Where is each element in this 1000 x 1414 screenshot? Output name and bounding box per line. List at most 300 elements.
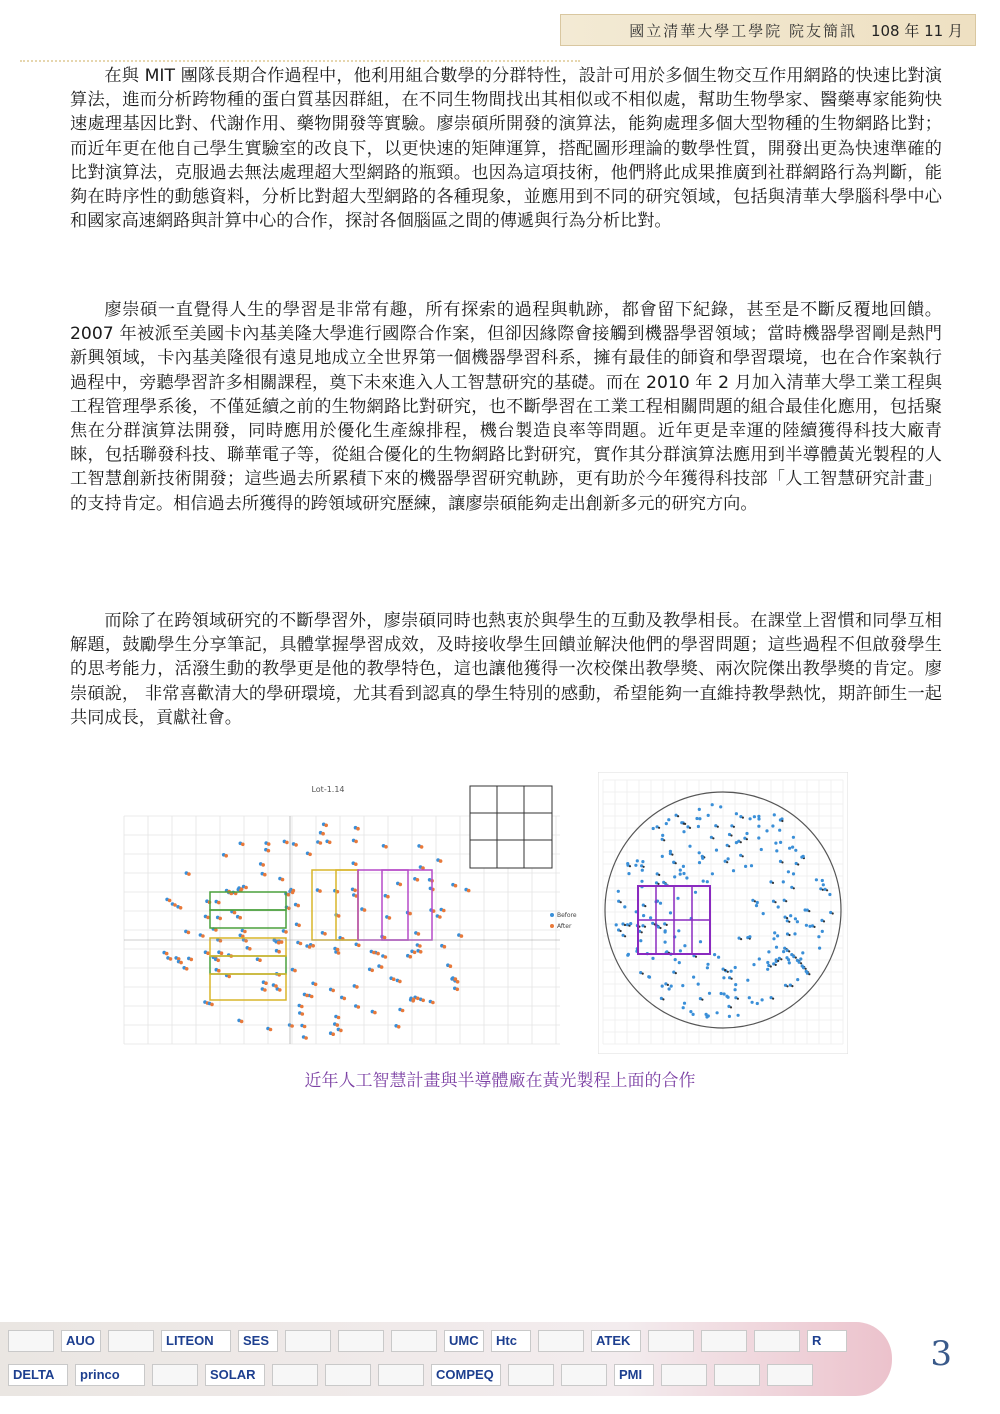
- wafer-point: [669, 911, 672, 914]
- wafer-point-dark: [620, 901, 622, 903]
- wafer-point: [673, 875, 676, 878]
- wafer-point-dark: [775, 964, 777, 966]
- wafer-point: [679, 869, 682, 872]
- wafer-point: [765, 829, 768, 832]
- sponsor-logo-4: [272, 1364, 318, 1386]
- wafer-point-dark: [730, 834, 732, 836]
- wafer-point-dark: [770, 965, 772, 967]
- scatter-point-after: [201, 934, 205, 938]
- sponsor-logo-11: [661, 1364, 707, 1386]
- scatter-point-after: [449, 964, 453, 968]
- scatter-point-after: [310, 995, 314, 999]
- wafer-circle-map: [598, 772, 848, 1054]
- wafer-point: [757, 825, 760, 828]
- wafer-point-dark: [826, 889, 828, 891]
- wafer-point: [773, 931, 776, 934]
- scatter-point-after: [408, 912, 412, 916]
- wafer-point-dark: [754, 900, 756, 902]
- wafer-point: [626, 954, 629, 957]
- wafer-point: [821, 930, 824, 933]
- scatter-point-after: [384, 845, 388, 849]
- scatter-point-after: [354, 840, 358, 844]
- wafer-point: [760, 848, 763, 851]
- wafer-point: [822, 883, 825, 886]
- scatter-point-after: [454, 977, 458, 981]
- wafer-point-dark: [740, 841, 742, 843]
- wafer-point: [749, 817, 752, 820]
- wafer-point-dark: [667, 984, 669, 986]
- wafer-point: [711, 803, 714, 806]
- wafer-point: [734, 966, 737, 969]
- scatter-point-after: [179, 906, 183, 910]
- sponsor-logo-9: Htc: [491, 1330, 531, 1352]
- scatter-point-after: [354, 862, 358, 866]
- wafer-point: [804, 908, 807, 911]
- wafer-point: [694, 891, 697, 894]
- wafer-point: [737, 1014, 740, 1017]
- scatter-point-after: [169, 957, 173, 961]
- scatter-point-after: [363, 908, 367, 912]
- header-divider: [20, 60, 580, 62]
- wafer-point: [642, 914, 645, 917]
- wafer-point-dark: [644, 905, 646, 907]
- scatter-point-after: [269, 1028, 273, 1032]
- scatter-point-after: [324, 824, 328, 828]
- wafer-point-dark: [666, 924, 668, 926]
- wafer-point-dark: [658, 874, 660, 876]
- wafer-point: [665, 822, 668, 825]
- scatter-point-after: [299, 942, 303, 946]
- sponsor-logo-9: [561, 1364, 607, 1386]
- scatter-point-after: [227, 975, 231, 979]
- scatter-point-after: [238, 916, 242, 920]
- scatter-point-after: [357, 1005, 361, 1009]
- scatter-point-after: [233, 911, 237, 915]
- wafer-point-dark: [800, 962, 802, 964]
- wafer-point: [692, 1013, 695, 1016]
- wafer-point: [706, 963, 709, 966]
- scatter-point-after: [386, 895, 390, 899]
- sponsor-logo-12: [714, 1364, 760, 1386]
- scatter-point-after: [187, 872, 191, 876]
- scatter-point-after: [336, 948, 340, 952]
- figure-caption: 近年人工智慧計畫與半導體廠在黃光製程上面的合作: [304, 1071, 696, 1091]
- scatter-point-after: [401, 1009, 405, 1013]
- wafer-point-dark: [643, 866, 645, 868]
- wafer-point: [626, 862, 629, 865]
- header-title-box: [560, 14, 976, 46]
- wafer-point: [668, 987, 671, 990]
- sponsor-logo-2: [108, 1330, 154, 1352]
- wafer-point-dark: [786, 917, 788, 919]
- wafer-point: [761, 998, 764, 1001]
- wafer-point: [682, 1006, 685, 1009]
- scatter-point-after: [179, 961, 183, 965]
- wafer-point: [701, 857, 704, 860]
- scatter-point-after: [372, 951, 376, 955]
- scatter-point-after: [336, 1023, 340, 1027]
- wafer-point-dark: [795, 957, 797, 959]
- wafer-point: [711, 872, 714, 875]
- wafer-point: [750, 864, 753, 867]
- scatter-point-after: [438, 915, 442, 919]
- wafer-point-dark: [657, 883, 659, 885]
- wafer-point: [676, 897, 679, 900]
- wafer-point: [698, 817, 701, 820]
- sponsor-logo-5: [285, 1330, 331, 1352]
- scatter-point-after: [355, 985, 359, 989]
- wafer-point: [706, 966, 709, 969]
- wafer-point: [685, 876, 688, 879]
- wafer-point: [698, 808, 701, 811]
- scatter-point-after: [337, 951, 341, 955]
- wafer-point-dark: [689, 827, 691, 829]
- wafer-point: [735, 812, 738, 815]
- scatter-point-after: [319, 841, 323, 845]
- scatter-point-after: [399, 883, 403, 887]
- sponsor-logo-0: [8, 1330, 54, 1352]
- wafer-point-dark: [641, 931, 643, 933]
- wafer-point-dark: [644, 926, 646, 928]
- wafer-point: [773, 813, 776, 816]
- scatter-point-after: [297, 924, 301, 928]
- wafer-point: [674, 958, 677, 961]
- scatter-point-after: [337, 1016, 341, 1020]
- wafer-point: [793, 932, 796, 935]
- wafer-point: [762, 912, 765, 915]
- wafer-point: [698, 851, 701, 854]
- wafer-point: [682, 865, 685, 868]
- scatter-point-after: [220, 951, 224, 955]
- scatter-point-after: [308, 853, 312, 857]
- scatter-point-after: [294, 843, 298, 847]
- wafer-point: [732, 869, 735, 872]
- scatter-point-after: [241, 843, 245, 847]
- body-paragraph-3: 而除了在跨領域研究的不斷學習外，廖崇碩同時也熱衷於與學生的互動及教學相長。在課堂上習慣和同學互相解題，鼓勵學生分享筆記，具體掌握學習成效，及時接收學生回饋並解決他們的學習問題；這些過程不但啟發學生的思考能力，活潑生動的教學更是他的教學特色，這也讓他獲得一次校傑出教學獎、兩次院傑出教學獎的肯定。廖崇碩說， 非常喜歡清大的學研環境，尤其看到認真的學生特別的感動，希望能夠一直維持教學熱忱，期許師生一起共同成長，貢獻社會。: [70, 611, 942, 728]
- scatter-point-after: [264, 981, 268, 985]
- wafer-point: [821, 879, 824, 882]
- body-paragraph-1: 在與 MIT 團隊長期合作過程中，他利用組合數學的分群特性，設計可用於多個生物交互作用網路的快速比對演算法，進而分析跨物種的蛋白質基因群組，在不同生物間找出其相似或不相似處，幫助生物學家、醫藥專家能夠快速處理基因比對、代謝作用、藥物開發等實驗。廖崇碩所開發的演算法，能夠處理多個大型物種的生物網路比對；而近年更在他自己學生實驗室的改良下，以更快速的矩陣運算，搭配圖形理論的數學性質，開發出更為快速準確的比對演算法，克服過去無法處理超大型網路的瓶頸。也因為這項技術，他們將此成果推廣到社群網路行為判斷，能夠在時序性的動態資料，分析比對超大型網路的各種現象，並應用到不同的研究領域，包括與清華大學腦科學中心和國家高速網路與計算中心的合作，探討各個腦區之間的傳遞與行為分析比對。: [70, 66, 942, 232]
- scatter-point-after: [337, 914, 341, 918]
- wafer-point: [627, 872, 630, 875]
- page-number: 3: [930, 1334, 952, 1374]
- scatter-point-after: [392, 977, 396, 981]
- scatter-point-after: [373, 1011, 377, 1015]
- scatter-point-after: [274, 984, 278, 988]
- wafer-point-dark: [746, 838, 748, 840]
- wafer-point: [789, 914, 792, 917]
- wafer-point: [801, 951, 804, 954]
- scatter-point-after: [190, 958, 194, 962]
- scatter-point-after: [321, 832, 325, 836]
- wafer-point: [702, 880, 705, 883]
- scatter-point-after: [285, 841, 289, 845]
- scatter-point-after: [398, 980, 402, 984]
- scatter-point-after: [165, 952, 169, 956]
- wafer-point-dark: [683, 823, 685, 825]
- wafer-point-dark: [733, 826, 735, 828]
- wafer-point: [792, 836, 795, 839]
- scatter-point-after: [443, 945, 447, 949]
- scatter-point-after: [210, 1003, 214, 1007]
- scatter-point-after: [420, 845, 424, 849]
- wafer-point: [636, 859, 639, 862]
- wafer-point-dark: [737, 998, 739, 1000]
- wafer-point: [689, 1010, 692, 1013]
- wafer-point: [669, 850, 672, 853]
- scatter-point-after: [343, 997, 347, 1001]
- wafer-point: [664, 930, 667, 933]
- wafer-point: [766, 961, 769, 964]
- wafer-point-dark: [742, 817, 744, 819]
- scatter-point-after: [267, 849, 271, 853]
- sponsor-logo-1: princo: [75, 1364, 145, 1386]
- wafer-point: [697, 983, 700, 986]
- scatter-point-after: [240, 1020, 244, 1024]
- wafer-point: [670, 985, 673, 988]
- wafer-point: [682, 872, 685, 875]
- wafer-point-dark: [781, 861, 783, 863]
- scatter-point-after: [303, 1025, 307, 1029]
- scatter-point-after: [442, 909, 446, 913]
- wafer-point: [794, 849, 797, 852]
- wafer-point: [772, 937, 775, 940]
- scatter-point-after: [290, 1024, 294, 1028]
- scatter-point-after: [376, 952, 380, 956]
- sponsor-logo-13: [701, 1330, 747, 1352]
- sponsor-logo-7: [391, 1330, 437, 1352]
- sponsor-logo-4: SES: [238, 1330, 278, 1352]
- scatter-point-after: [261, 863, 265, 867]
- wafer-point-dark: [671, 854, 673, 856]
- wafer-point-dark: [624, 924, 626, 926]
- wafer-point: [640, 880, 643, 883]
- wafer-point: [757, 815, 760, 818]
- wafer-point: [787, 870, 790, 873]
- wafer-point-dark: [728, 845, 730, 847]
- wafer-point: [705, 1015, 708, 1018]
- sponsor-logo-6: [378, 1364, 424, 1386]
- wafer-point: [723, 992, 726, 995]
- sponsor-logo-15: R: [807, 1330, 847, 1352]
- wafer-point-dark: [675, 972, 677, 974]
- inset-3x3-grid: [470, 786, 552, 868]
- wafer-point: [796, 920, 799, 923]
- wafer-point-dark: [629, 865, 631, 867]
- sponsor-logo-14: [754, 1330, 800, 1352]
- wafer-point: [779, 841, 782, 844]
- scatter-point-after: [296, 904, 300, 908]
- scatter-point-after: [412, 998, 416, 1002]
- wafer-point: [629, 922, 632, 925]
- wafer-point: [681, 984, 684, 987]
- scatter-point-after: [467, 889, 471, 893]
- wafer-point: [748, 935, 751, 938]
- scatter-point-after: [383, 936, 387, 940]
- sponsor-banner: [0, 1322, 892, 1396]
- wafer-point: [774, 842, 777, 845]
- scatter-point-after: [416, 997, 420, 1001]
- wafer-point: [815, 878, 818, 881]
- wafer-point-dark: [791, 985, 793, 987]
- wafer-point: [756, 901, 759, 904]
- sponsor-logo-3: LITEON: [161, 1330, 231, 1352]
- wafer-map-scatter-plot: [120, 772, 590, 1054]
- wafer-point: [688, 845, 691, 848]
- wafer-point: [775, 849, 778, 852]
- wafer-point: [787, 958, 790, 961]
- wafer-point: [771, 824, 774, 827]
- wafer-point-dark: [677, 815, 679, 817]
- wafer-point: [767, 950, 770, 953]
- wafer-point: [730, 970, 733, 973]
- wafer-point: [649, 916, 652, 919]
- issue-date: 108 年 11 月: [870, 21, 963, 40]
- sponsor-logos-row-1: [8, 1330, 847, 1352]
- wafer-point-dark: [624, 935, 626, 937]
- wafer-point: [661, 834, 664, 837]
- wafer-point-dark: [823, 920, 825, 922]
- sponsor-logo-5: [325, 1364, 371, 1386]
- wafer-point: [778, 829, 781, 832]
- wafer-point: [792, 872, 795, 875]
- wafer-point: [659, 902, 662, 905]
- wafer-point-dark: [724, 969, 726, 971]
- wafer-point: [791, 846, 794, 849]
- wafer-point: [713, 953, 716, 956]
- scatter-point-after: [370, 969, 374, 973]
- scatter-point-after: [460, 934, 464, 938]
- wafer-point-dark: [781, 820, 783, 822]
- scatter-point-after: [413, 951, 417, 955]
- wafer-point: [757, 836, 760, 839]
- scatter-point-after: [267, 842, 271, 846]
- wafer-point: [699, 940, 702, 943]
- wafer-point-dark: [788, 921, 790, 923]
- scatter-point-after: [421, 999, 425, 1003]
- wafer-point-dark: [808, 973, 810, 975]
- wafer-point: [651, 957, 654, 960]
- wafer-point-dark: [780, 958, 782, 960]
- scatter-point-after: [323, 932, 327, 936]
- wafer-point-dark: [788, 950, 790, 952]
- scatter-point-after: [243, 930, 247, 934]
- wafer-point-dark: [772, 882, 774, 884]
- wafer-point: [648, 976, 651, 979]
- wafer-clustering-figure: [120, 772, 855, 1054]
- wafer-point: [777, 905, 780, 908]
- scatter-point-after: [300, 1005, 304, 1009]
- wafer-point: [641, 860, 644, 863]
- wafer-point: [641, 869, 644, 872]
- wafer-point: [695, 817, 698, 820]
- sponsor-logo-8: UMC: [444, 1330, 484, 1352]
- wafer-point: [782, 880, 785, 883]
- wafer-point-dark: [786, 985, 788, 987]
- legend-before: Before: [557, 912, 577, 919]
- wafer-point: [661, 985, 664, 988]
- wafer-point: [734, 983, 737, 986]
- wafer-point: [679, 873, 682, 876]
- wafer-point: [794, 917, 797, 920]
- wafer-point: [661, 855, 664, 858]
- wafer-point-dark: [742, 855, 744, 857]
- wafer-point: [776, 934, 779, 937]
- sponsor-logo-8: [508, 1364, 554, 1386]
- wafer-point: [775, 946, 778, 949]
- scatter-point-after: [456, 988, 460, 992]
- scatter-point-after: [418, 944, 422, 948]
- scatter-point-after: [397, 1025, 401, 1029]
- scatter-point-after: [439, 859, 443, 863]
- scatter-point-after: [277, 941, 281, 945]
- wafer-point-dark: [793, 887, 795, 889]
- scatter-point-after: [278, 988, 282, 992]
- scatter-point-after: [219, 939, 223, 943]
- scatter-point-after: [185, 967, 189, 971]
- wafer-point: [746, 979, 749, 982]
- wafer-point: [639, 939, 642, 942]
- wafer-point: [788, 961, 791, 964]
- wafer-point: [753, 815, 756, 818]
- scatter-point-after: [217, 969, 221, 973]
- wafer-point: [667, 818, 670, 821]
- wafer-point: [715, 849, 718, 852]
- wafer-point-dark: [620, 930, 622, 932]
- scatter-point-after: [304, 1036, 308, 1040]
- wafer-point-dark: [727, 971, 729, 973]
- scatter-point-after: [292, 889, 296, 893]
- scatter-point-after: [277, 950, 281, 954]
- wafer-point-dark: [701, 999, 703, 1001]
- scatter-point-after: [384, 955, 388, 959]
- sponsor-logo-3: SOLAR: [205, 1364, 265, 1386]
- wafer-point-dark: [777, 960, 779, 962]
- scatter-point-after: [431, 1001, 435, 1005]
- sponsor-logo-1: AUO: [61, 1330, 101, 1352]
- wafer-point: [766, 968, 769, 971]
- wafer-point: [678, 961, 681, 964]
- wafer-point: [817, 935, 820, 938]
- scatter-point-after: [216, 959, 220, 963]
- wafer-point: [788, 847, 791, 850]
- scatter-point-after: [318, 889, 322, 893]
- wafer-point: [634, 864, 637, 867]
- scatter-point-after: [263, 873, 267, 877]
- body-paragraph-2: 廖崇碩一直覺得人生的學習是非常有趣，所有探索的過程與軌跡，都會留下紀錄，甚至是不斷反覆地回饋。2007 年被派至美國卡內基美隆大學進行國際合作案，但卻因緣際會接觸到機器學習領域；當時機器學習剛是熱門新興領域，卡內基美隆很有遠見地成立全世界第一個機器學習科系，擁有最佳的師資和學習環境，也在合作案執行過程中，旁聽學習許多相關課程，奠下未來進入人工智慧研究的基礎。而在 2010 年 2 月加入清華大學工業工程與工程管理學系後，不僅延續之前的生物網路比對研究，也不斷學習在工業工程相關問題的組合最佳化應用，包括聚焦在分群演算法開發，同時應用於優化生產線排程，機台製造良率等問題。近年更是幸運的陸續獲得科技大廠青睞，包括聯發科技、聯華電子等，從組合優化的生物網路比對研究，實作其分群演算法應用到半導體黃光製程的人工智慧創新技術開發；這些過去所累積下來的機器學習研究軌跡，更有助於今年獲得科技部「人工智慧研究計畫」的支持肯定。相信過去所獲得的跨領域研究歷練，讓廖崇碩能夠走出創新多元的研究方向。: [70, 300, 942, 514]
- wafer-point: [706, 880, 709, 883]
- wafer-point-dark: [663, 839, 665, 841]
- wafer-point: [802, 855, 805, 858]
- wafer-point-dark: [642, 973, 644, 975]
- scatter-point-after: [380, 965, 384, 969]
- wafer-point: [708, 992, 711, 995]
- scatter-point-after: [328, 841, 332, 845]
- wafer-point: [734, 988, 737, 991]
- wafer-point-dark: [726, 861, 728, 863]
- wafer-point: [796, 978, 799, 981]
- sponsor-logo-6: [338, 1330, 384, 1352]
- wafer-point-dark: [797, 863, 799, 865]
- scatter-point-after: [331, 1032, 335, 1036]
- wafer-point: [719, 805, 722, 808]
- wafer-point: [782, 950, 785, 953]
- scatter-point-after: [311, 944, 315, 948]
- wafer-point-dark: [662, 998, 664, 1000]
- wafer-point-dark: [717, 826, 719, 828]
- wafer-point: [615, 923, 618, 926]
- scatter-point-after: [293, 969, 297, 973]
